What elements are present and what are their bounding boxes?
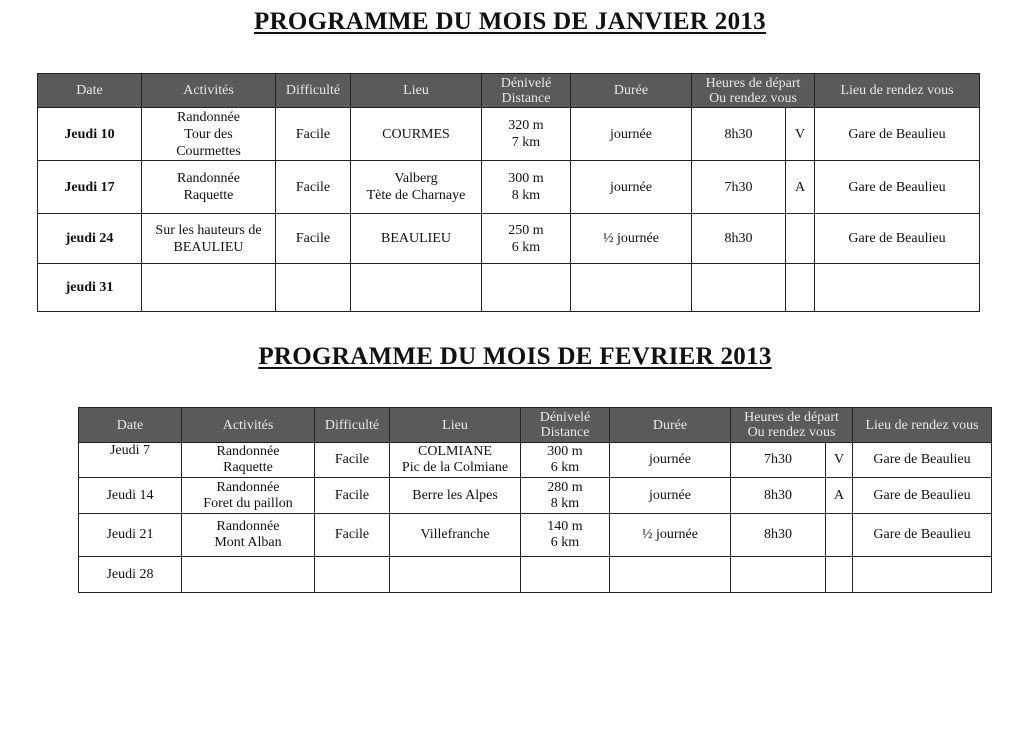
denivele-cell: 250 m 6 km: [482, 214, 571, 264]
header-lieu: Lieu: [390, 408, 521, 443]
table-row: [79, 478, 992, 514]
code-cell: [786, 264, 815, 312]
code-cell: V: [786, 108, 815, 161]
lieu-cell: [351, 264, 482, 312]
rdv-cell: Gare de Beaulieu: [815, 214, 980, 264]
header-activites: Activités: [142, 74, 276, 108]
duree-cell: ½ journée: [571, 214, 692, 264]
heure-cell: 8h30: [731, 514, 826, 557]
activite-cell: Sur les hauteurs de BEAULIEU: [142, 214, 276, 264]
header-difficulte: Difficulté: [276, 74, 351, 108]
duree-cell: ½ journée: [610, 514, 731, 557]
rdv-cell: Gare de Beaulieu: [853, 514, 992, 557]
duree-cell: [610, 557, 731, 593]
code-cell: A: [826, 478, 853, 514]
heure-cell: 7h30: [692, 161, 786, 214]
denivele-cell: 280 m 8 km: [521, 478, 610, 514]
header-lieu: Lieu: [351, 74, 482, 108]
february-program-table: [78, 407, 992, 593]
rdv-cell: [853, 557, 992, 593]
table-row: [79, 443, 992, 478]
rdv-cell: Gare de Beaulieu: [853, 443, 992, 478]
heure-cell: 8h30: [692, 214, 786, 264]
february-title: PROGRAMME DU MOIS DE FEVRIER 2013: [258, 343, 772, 370]
date-cell: Jeudi 17: [38, 161, 142, 214]
header-denivele: Dénivelé Distance: [482, 74, 571, 108]
denivele-cell: 320 m 7 km: [482, 108, 571, 161]
difficulte-cell: Facile: [315, 443, 390, 478]
activite-cell: Randonnée Tour des Courmettes: [142, 108, 276, 161]
difficulte-cell: Facile: [276, 214, 351, 264]
duree-cell: [571, 264, 692, 312]
table-header-row: [38, 74, 980, 108]
header-lieu-rdv: Lieu de rendez vous: [815, 74, 980, 108]
table-row: [79, 514, 992, 557]
table-row: [38, 214, 980, 264]
difficulte-cell: Facile: [315, 514, 390, 557]
heure-cell: 8h30: [731, 478, 826, 514]
lieu-cell: Berre les Alpes: [390, 478, 521, 514]
activite-cell: Randonnée Mont Alban: [182, 514, 315, 557]
date-cell: Jeudi 28: [79, 557, 182, 593]
heure-cell: 8h30: [692, 108, 786, 161]
heure-cell: [692, 264, 786, 312]
duree-cell: journée: [571, 108, 692, 161]
code-cell: V: [826, 443, 853, 478]
table-header-row: [79, 408, 992, 443]
lieu-cell: [390, 557, 521, 593]
activite-cell: Randonnée Foret du paillon: [182, 478, 315, 514]
lieu-cell: COLMIANE Pic de la Colmiane: [390, 443, 521, 478]
difficulte-cell: Facile: [276, 161, 351, 214]
header-lieu-rdv: Lieu de rendez vous: [853, 408, 992, 443]
header-duree: Durée: [571, 74, 692, 108]
january-program-table: [37, 73, 980, 312]
header-heures: Heures de départ Ou rendez vous: [692, 74, 815, 108]
table-row: [79, 557, 992, 593]
duree-cell: journée: [610, 443, 731, 478]
lieu-cell: COURMES: [351, 108, 482, 161]
header-date: Date: [38, 74, 142, 108]
date-cell: jeudi 31: [38, 264, 142, 312]
denivele-cell: 300 m 8 km: [482, 161, 571, 214]
rdv-cell: Gare de Beaulieu: [815, 108, 980, 161]
heure-cell: 7h30: [731, 443, 826, 478]
date-cell: Jeudi 7: [79, 443, 182, 478]
activite-cell: [142, 264, 276, 312]
activite-cell: [182, 557, 315, 593]
duree-cell: journée: [571, 161, 692, 214]
header-heures: Heures de départ Ou rendez vous: [731, 408, 853, 443]
lieu-cell: Valberg Tète de Charnaye: [351, 161, 482, 214]
activite-cell: Randonnée Raquette: [182, 443, 315, 478]
code-cell: A: [786, 161, 815, 214]
difficulte-cell: [276, 264, 351, 312]
date-cell: jeudi 24: [38, 214, 142, 264]
denivele-cell: [521, 557, 610, 593]
code-cell: [786, 214, 815, 264]
difficulte-cell: Facile: [276, 108, 351, 161]
code-cell: [826, 514, 853, 557]
date-cell: Jeudi 10: [38, 108, 142, 161]
activite-cell: Randonnée Raquette: [142, 161, 276, 214]
table-row: [38, 108, 980, 161]
duree-cell: journée: [610, 478, 731, 514]
difficulte-cell: [315, 557, 390, 593]
heure-cell: [731, 557, 826, 593]
table-row: [38, 161, 980, 214]
table-row: [38, 264, 980, 312]
header-denivele: Dénivelé Distance: [521, 408, 610, 443]
code-cell: [826, 557, 853, 593]
header-difficulte: Difficulté: [315, 408, 390, 443]
rdv-cell: [815, 264, 980, 312]
january-title: PROGRAMME DU MOIS DE JANVIER 2013: [254, 8, 766, 35]
rdv-cell: Gare de Beaulieu: [815, 161, 980, 214]
denivele-cell: [482, 264, 571, 312]
header-activites: Activités: [182, 408, 315, 443]
date-cell: Jeudi 21: [79, 514, 182, 557]
header-duree: Durée: [610, 408, 731, 443]
lieu-cell: BEAULIEU: [351, 214, 482, 264]
denivele-cell: 300 m 6 km: [521, 443, 610, 478]
rdv-cell: Gare de Beaulieu: [853, 478, 992, 514]
date-cell: Jeudi 14: [79, 478, 182, 514]
lieu-cell: Villefranche: [390, 514, 521, 557]
header-date: Date: [79, 408, 182, 443]
denivele-cell: 140 m 6 km: [521, 514, 610, 557]
difficulte-cell: Facile: [315, 478, 390, 514]
